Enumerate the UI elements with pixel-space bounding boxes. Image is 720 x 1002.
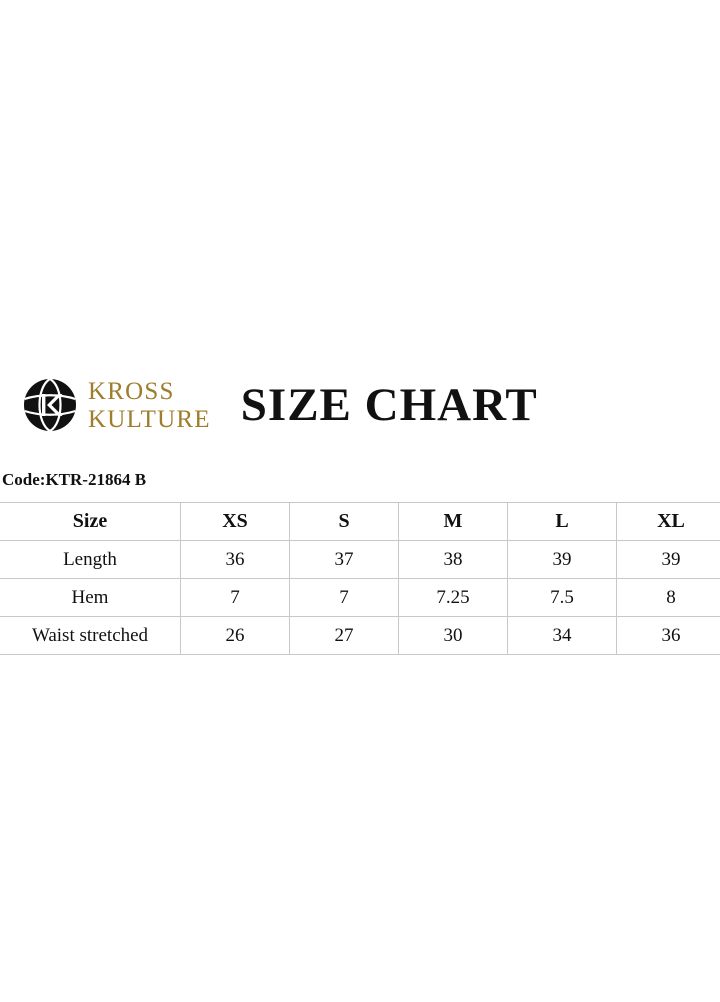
- page-title: SIZE CHART: [240, 379, 538, 431]
- cell-length-m: 38: [399, 541, 508, 579]
- cell-waist-xl: 36: [617, 617, 720, 655]
- kross-kulture-basketball-logo-icon: [22, 377, 78, 433]
- cell-length-s: 37: [290, 541, 399, 579]
- table-header-row: [0, 503, 720, 541]
- cell-length-l: 39: [508, 541, 617, 579]
- cell-waist-m: 30: [399, 617, 508, 655]
- brand-wordmark: [88, 379, 211, 432]
- column-header-l: L: [508, 503, 617, 541]
- cell-waist-s: 27: [290, 617, 399, 655]
- cell-waist-xs: 26: [181, 617, 290, 655]
- cell-length-xl: 39: [617, 541, 720, 579]
- column-header-m: M: [399, 503, 508, 541]
- row-label-waist-stretched: Waist stretched: [0, 617, 181, 655]
- column-header-size: Size: [0, 503, 181, 541]
- cell-hem-l: 7.5: [508, 579, 617, 617]
- column-header-xs: XS: [181, 503, 290, 541]
- table-header: [0, 503, 720, 541]
- brand-name-line-2: KULTURE: [88, 405, 211, 433]
- column-header-s: S: [290, 503, 399, 541]
- size-chart-table: [0, 502, 720, 655]
- column-header-xl: XL: [617, 503, 720, 541]
- product-code: Code:KTR-21864 B: [2, 470, 147, 489]
- table-row: [0, 617, 720, 655]
- cell-hem-m: 7.25: [399, 579, 508, 617]
- row-label-hem: Hem: [0, 579, 181, 617]
- brand-lockup: [22, 377, 211, 433]
- table-body: [0, 541, 720, 655]
- cell-hem-xs: 7: [181, 579, 290, 617]
- brand-name-line-1: KROSS: [88, 377, 175, 405]
- row-label-length: Length: [0, 541, 181, 579]
- page-header: [0, 364, 720, 446]
- cell-hem-xl: 8: [617, 579, 720, 617]
- table-row: [0, 579, 720, 617]
- cell-length-xs: 36: [181, 541, 290, 579]
- cell-hem-s: 7: [290, 579, 399, 617]
- cell-waist-l: 34: [508, 617, 617, 655]
- table-row: [0, 541, 720, 579]
